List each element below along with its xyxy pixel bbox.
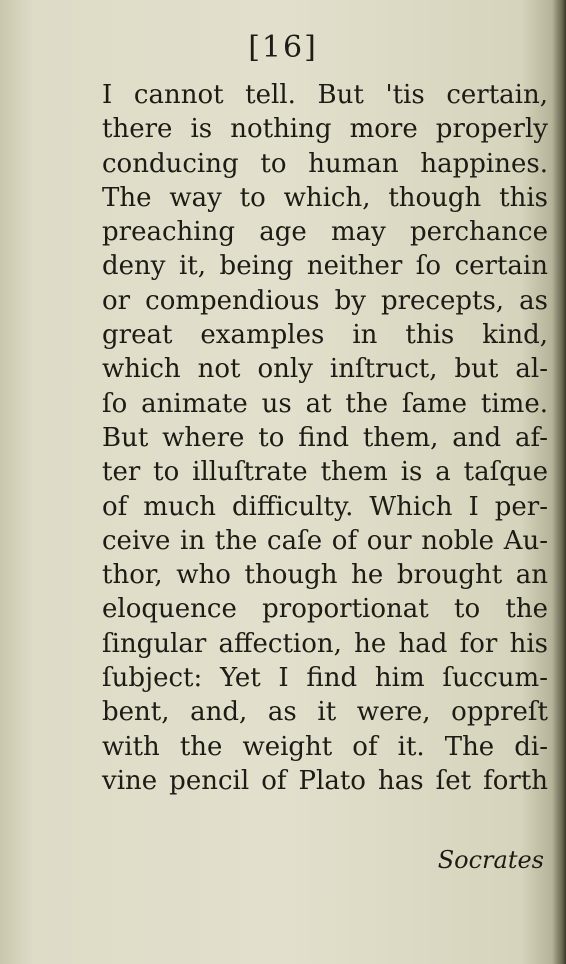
text-line: or compendious by precepts, as <box>102 285 548 316</box>
text-line: which not only inſtruct, but al- <box>102 354 548 385</box>
body-text <box>102 78 548 798</box>
text-line: with the weight of it. The di- <box>102 731 548 762</box>
text-line: preaching age may perchance <box>102 217 548 248</box>
text-line: conducing to human happines. <box>102 148 548 179</box>
text-line: I cannot tell. But 'tis certain, <box>102 80 548 110</box>
text-line: thor, who though he brought an <box>102 560 548 591</box>
text-line: great examples in this kind, <box>102 320 548 351</box>
text-line: ſo animate us at the ſame time. <box>102 388 548 419</box>
text-line: ter to illuſtrate them is a taſque <box>102 457 548 488</box>
page-number: [16] <box>248 30 318 65</box>
text-line: deny it, being neither ſo certain <box>102 251 548 282</box>
text-line: ceive in the caſe of our noble Au- <box>102 525 548 556</box>
page-spine-shadow <box>552 0 566 964</box>
text-line: ſubject: Yet I find him ſuccum- <box>102 663 548 694</box>
catchword: Socrates <box>437 846 544 874</box>
text-line: bent, and, as it were, oppreſt <box>102 697 548 728</box>
text-line: there is nothing more properly <box>102 114 548 145</box>
text-line: of much difficulty. Which I per- <box>102 491 548 522</box>
text-line: ſingular affection, he had for his <box>102 628 548 659</box>
text-line: eloquence proportionat to the <box>102 594 548 625</box>
text-line: The way to which, though this <box>102 182 548 213</box>
text-line: vine pencil of Plato has ſet forth <box>102 765 548 796</box>
text-line: But where to find them, and af- <box>102 422 548 453</box>
